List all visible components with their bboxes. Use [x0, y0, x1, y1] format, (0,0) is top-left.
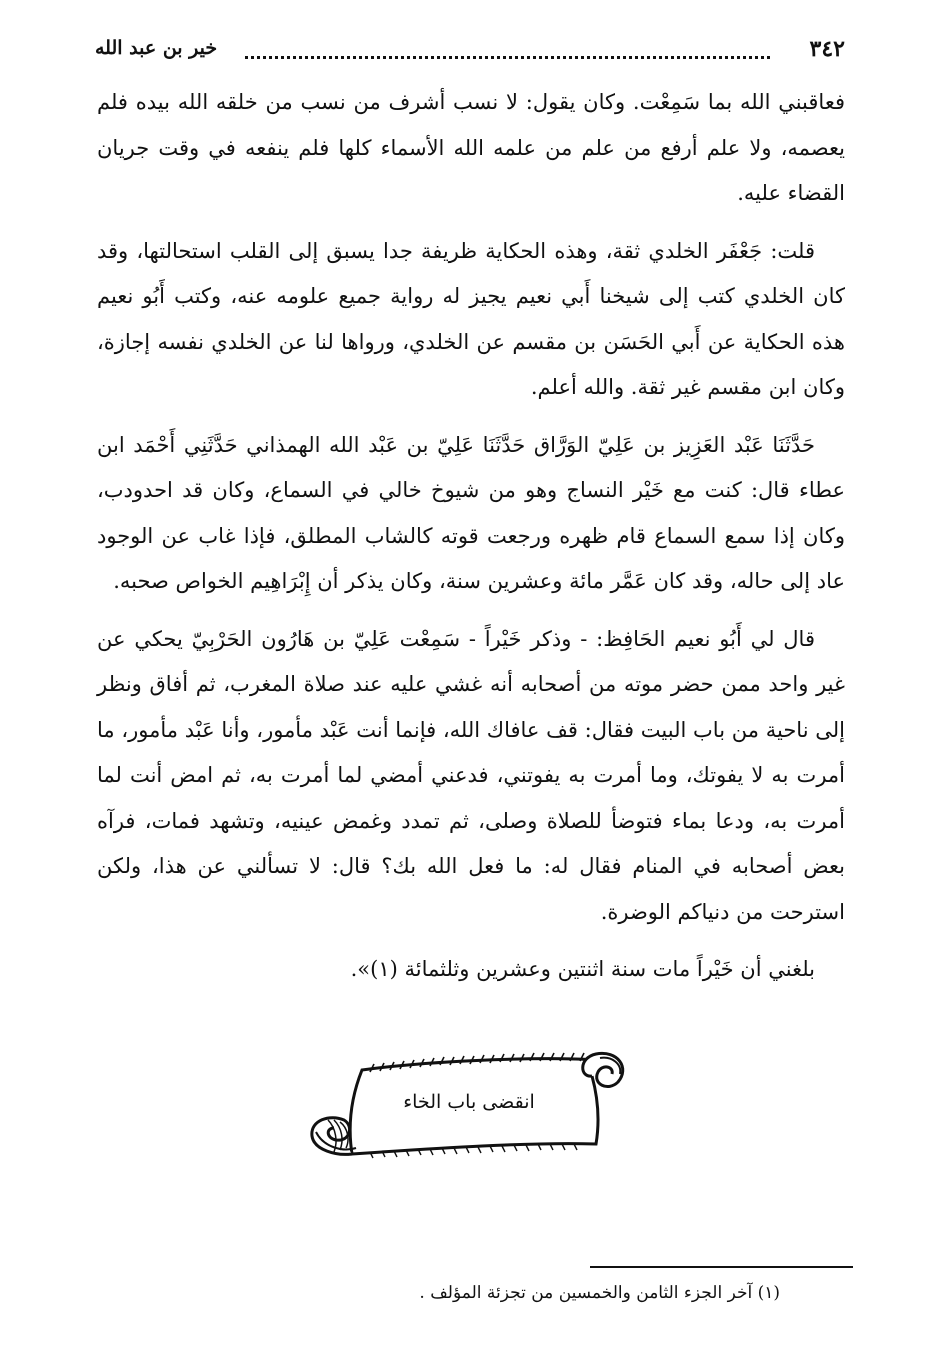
body-text [97, 80, 845, 993]
paragraph-4: قال لي أَبُو نعيم الحَافِظ: - وذكر خَيْراً - سَمِعْت عَلِيّ بن هَارُون الحَرْبِيّ يحكي عن غير واحد ممن حضر موته من أصحابه أنه غشي عليه عند صلاة المغرب، ثم أفاق ونظر إلى ناحية من باب البيت فقال: قف عافاك الله، فإنما أنت عَبْد مأمور، وأنا عَبْد مأمور، ما أمرت به لا يفوتك، وما أمرت به يفوتني، فدعني أمضي لما أمرت به، ثم امض أنت لما أمرت به، ودعا بماء فتوضأ للصلاة وصلى، ثم تمدد وغمض عينيه، وتشهد فمات، فرآه بعض أصحابه في المنام فقال له: ما فعل الله بك؟ قال: لا تسألني عن هذا، ولكن استرحت من دنياكم الوضرة. [97, 626, 845, 924]
paragraph-2: قلت: جَعْفَر الخلدي ثقة، وهذه الحكاية ظريفة جدا يسبق إلى القلب استحالتها، وقد كان الخلدي كتب إلى شيخنا أَبي نعيم يجيز له رواية جميع علومه عنه، وكتب أَبُو نعيم هذه الحكاية عن أَبي الحَسَن بن مقسم عن الخلدي، ورواها لنا عن الخلدي نفسه إجازة، وكان ابن مقسم غير ثقة. والله أعلم. [97, 238, 845, 399]
running-title: خير بن عبد الله [95, 37, 218, 59]
page-number: ٣٤٢ [809, 36, 845, 62]
footnote-divider [590, 1266, 853, 1268]
chapter-end-label: انقضى باب الخاء [403, 1091, 535, 1113]
paragraph-1: فعاقبني الله بما سَمِعْت. وكان يقول: لا نسب أشرف من نسب من خلقه الله بيده فلم يعصمه، ولا علم أرفع من علم من علمه الله الأسماء كلها فلم ينفعه في وقت جريان القضاء عليه. [97, 90, 845, 205]
running-header [95, 36, 845, 72]
paragraph-5: بلغني أن خَيْراً مات سنة اثنتين وعشرين وثلثمائة (١)». [350, 957, 815, 981]
footnote: (١) آخر الجزء الثامن والخمسين من تجزئة المؤلف . [419, 1283, 780, 1303]
paragraph-3: حَدَّثَنَا عَبْد العَزِيز بن عَلِيّ الوَرَّاق حَدَّثَنَا عَلِيّ بن عَبْد الله الهمذاني حَدَّثَنِي أَحْمَد ابن عطاء قال: كنت مع خَيْر النساج وهو من شيوخ خالي في السماع، وكان قد احدودب، وكان إذا سمع السماع قام ظهره ورجعت قوته كالشاب المطلق، فإذا غاب عن الوجود عاد إلى حاله، وقد كان عَمَّر مائة وعشرين سنة، وكان يذكر أن إِبْرَاهِيم الخواص صحبه. [97, 432, 845, 593]
header-dotted-leader [245, 56, 770, 59]
scroll-ornament [300, 1048, 638, 1164]
